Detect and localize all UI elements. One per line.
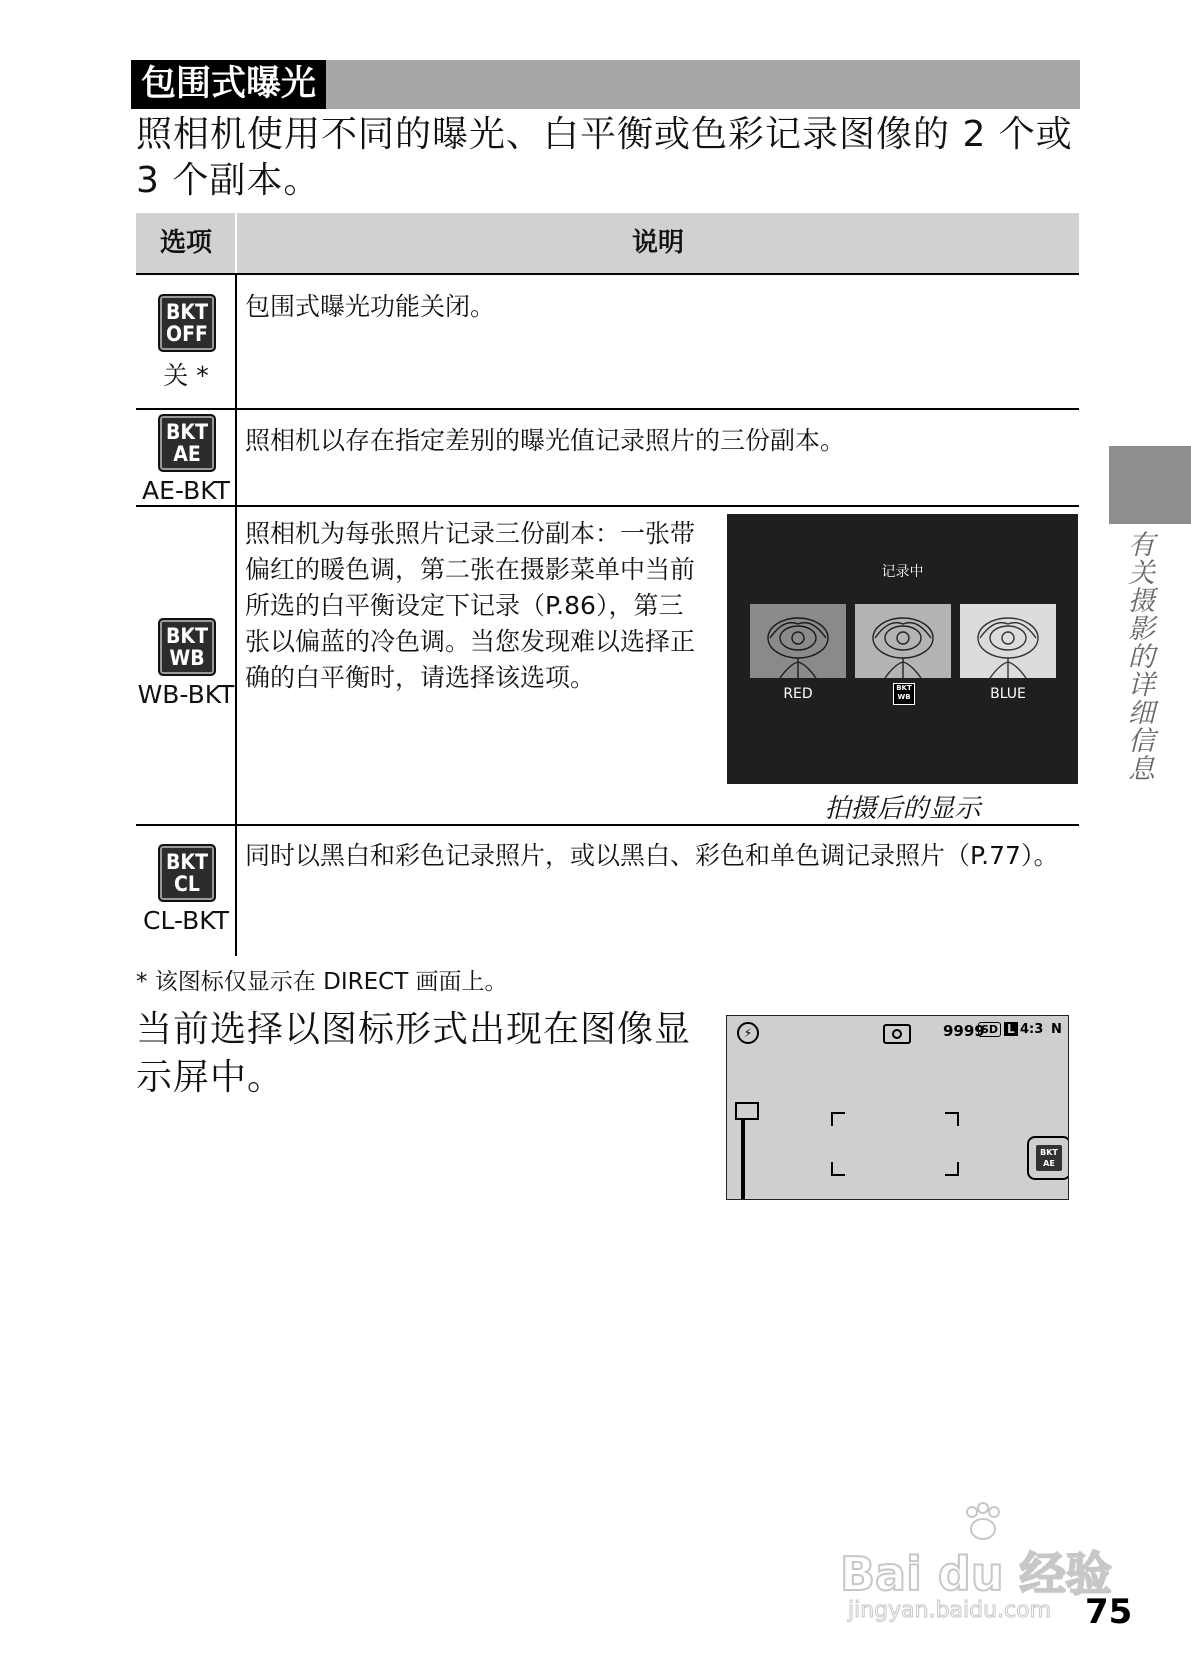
footnote: * 该图标仅显示在 DIRECT 画面上。 [136,969,508,995]
bkt-cl-icon: BKT CL [158,844,216,902]
watermark-url: jingyan.baidu.com [848,1598,1052,1623]
bkt-ae-icon: BKT AE [158,414,216,472]
wb-thumbnail [855,604,951,678]
intro-text: 照相机使用不同的曝光、白平衡或色彩记录图像的 2 个或 3 个副本。 [136,114,1073,201]
table-rule [136,505,1079,507]
table-divider [235,213,237,274]
aspect-ratio: 4:3 [1020,1022,1044,1037]
image-size-icon: L [1004,1022,1018,1036]
zoom-indicator-icon [735,1102,759,1120]
paw-logo-icon [960,1502,1006,1542]
header-description: 说明 [631,228,684,258]
header-option: 选项 [159,228,212,258]
quality-indicator: N [1051,1022,1062,1037]
page-number: 75 [1085,1592,1133,1632]
af-frame-corner [945,1162,959,1176]
table-rule [136,273,1079,275]
blue-thumbnail [960,604,1056,678]
section-title: 包围式曝光 [131,60,326,109]
table-rule [136,408,1079,410]
af-frame-corner [831,1162,845,1176]
bottom-text: 当前选择以图标形式出现在图像显示屏中。 [136,1009,692,1098]
lcd-preview [726,1015,1069,1200]
camera-mode-icon [883,1024,911,1044]
red-thumbnail [750,604,846,678]
af-frame-corner [945,1112,959,1126]
side-tab [1109,446,1191,524]
watermark-brand: Bai du 经验 [840,1547,1112,1601]
bracket-icon-frame [1027,1136,1069,1180]
af-frame-corner [831,1112,845,1126]
red-label: RED [783,686,813,702]
option-description: 照相机以存在指定差别的曝光值记录照片的三份副本。 [245,426,846,455]
option-description: 包围式曝光功能关闭。 [245,292,496,321]
option-label: WB-BKT [137,680,235,709]
blue-label: BLUE [990,686,1026,702]
option-description: 同时以黑白和彩色记录照片，或以黑白、彩色和单色调记录照片（P.77）。 [245,841,1059,870]
option-label: AE-BKT [142,476,230,505]
zoom-bar [741,1120,745,1200]
option-label: CL-BKT [143,906,229,935]
bkt-off-icon: BKT OFF [158,294,216,352]
option-label: 关 * [163,361,209,390]
side-tab-label: 有关摄影的详细信息 [1123,530,1154,782]
bkt-wb-icon: BKT WB [158,618,216,676]
screen-caption: 拍摄后的显示 [824,794,981,824]
option-description: 照相机为每张照片记录三份副本：一张带偏红的暖色调，第二张在摄影菜单中当前所选的白平衡设定下记录（P.86），第三张以偏蓝的冷色调。当您发现难以选择正确的白平衡时，请选择该选项。 [245,519,696,692]
flash-icon: ⚡ [737,1022,759,1044]
shot-counter: 9999 [943,1022,985,1040]
bkt-wb-small-icon: BKT WB [893,683,915,705]
recording-title: 记录中 [881,564,924,580]
sd-card-icon: SD [978,1022,1001,1037]
bkt-ae-display-icon: BKT AE [1036,1145,1062,1171]
